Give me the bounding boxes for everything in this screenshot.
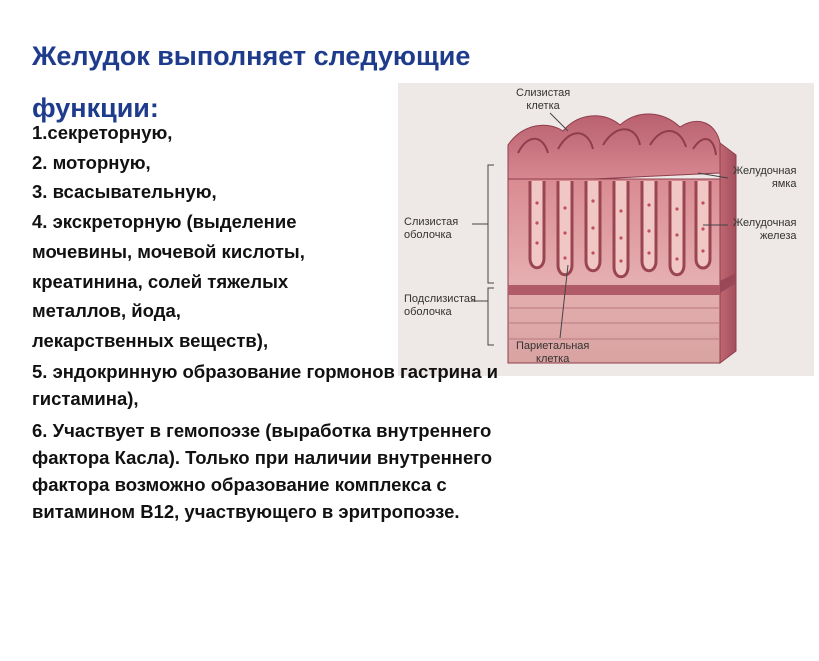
function-item-5: 5. эндокринную образование гормонов гастрина и гистамина), <box>32 360 499 409</box>
function-item-6: 6. Участвует в гемопоэзе (выработка внутреннего фактора Касла). Только при наличии внутреннего фактора возможно образование комплекса с витамином В12, участвующего в эритропоэзе. <box>32 419 493 522</box>
label-submucosa: Подслизистая оболочка <box>404 293 476 318</box>
function-item-2: 2. моторную, <box>32 151 151 173</box>
title-line-2: функции: <box>32 93 159 123</box>
function-item-3: 3. всасывательную, <box>32 181 217 203</box>
function-item-1: 1.секреторную, <box>32 122 173 143</box>
label-mucous-cell: Слизистая клетка <box>516 87 571 112</box>
label-mucosa: Слизистая оболочка <box>404 216 459 241</box>
label-parietal-cell: Париетальная клетка <box>516 340 590 365</box>
function-item-4: 4. экскреторную (выделение мочевины, мочевой кислоты, креатинина, солей тяжелых металлов, йода, лекарственных веществ), <box>32 211 305 351</box>
title-line-1: Желудок выполняет следующие <box>32 41 471 71</box>
functions-list <box>32 118 652 525</box>
label-gastric-pit: Желудочная ямка <box>733 165 797 190</box>
label-gastric-gland: Желудочная железа <box>733 217 797 242</box>
